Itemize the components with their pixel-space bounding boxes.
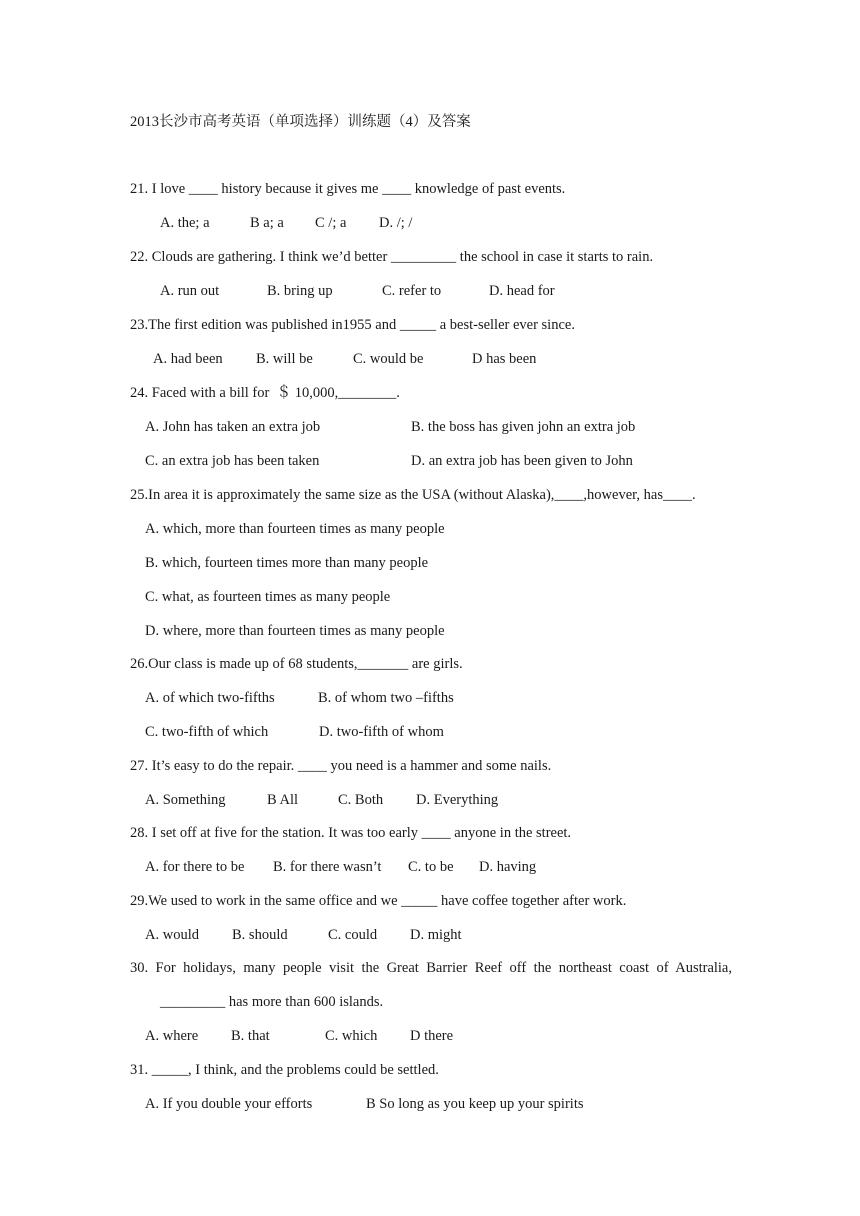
q22-option-c: C. refer to	[382, 283, 442, 299]
q24-option-a: A. John has taken an extra job	[145, 419, 321, 435]
q23-option-b: B. will be	[256, 351, 313, 367]
document-title: 2013长沙市高考英语（单项选择）训练题（4）及答案	[130, 114, 471, 130]
q21-option-a: A. the; a	[160, 215, 210, 231]
question-21: 21. I love ____ history because it gives me ____ knowledge of past events.	[130, 181, 566, 197]
q31-option-a: A. If you double your efforts	[145, 1096, 313, 1112]
q28-option-d: D. having	[479, 859, 537, 875]
q30-option-d: D there	[410, 1028, 454, 1044]
question-28: 28. I set off at five for the station. It was too early ____ anyone in the street.	[130, 825, 572, 841]
q24-option-c: C. an extra job has been taken	[145, 453, 320, 469]
q30-option-b: B. that	[231, 1028, 270, 1044]
q21-option-c: C /; a	[315, 215, 347, 231]
q30-option-a: A. where	[145, 1028, 199, 1044]
q27-option-d: D. Everything	[416, 792, 499, 808]
question-30: 30. For holidays, many people visit the Great Barrier Reef off the northeast coast of Australia,	[130, 960, 732, 976]
q30-option-c: C. which	[325, 1028, 378, 1044]
q21-option-b: B a; a	[250, 215, 284, 231]
q26-option-a: A. of which two-fifths	[145, 690, 275, 706]
q22-option-a: A. run out	[160, 283, 220, 299]
q27-option-b: B All	[267, 792, 299, 808]
q25-option-c: C. what, as fourteen times as many people	[145, 589, 391, 605]
q22-option-d: D. head for	[489, 283, 555, 299]
q29-option-d: D. might	[410, 927, 462, 943]
question-27: 27. It’s easy to do the repair. ____ you need is a hammer and some nails.	[130, 758, 552, 774]
q26-option-d: D. two-fifth of whom	[319, 724, 444, 740]
q28-option-b: B. for there wasn’t	[273, 859, 382, 875]
question-24: 24. Faced with a bill for ＄ 10,000,________.	[130, 385, 400, 401]
question-26: 26.Our class is made up of 68 students,_______ are girls.	[130, 656, 463, 672]
q28-option-a: A. for there to be	[145, 859, 245, 875]
q25-option-b: B. which, fourteen times more than many people	[145, 555, 429, 571]
question-25: 25.In area it is approximately the same size as the USA (without Alaska),____,however, has____.	[130, 487, 696, 503]
q29-option-b: B. should	[232, 927, 288, 943]
q29-option-a: A. would	[145, 927, 199, 943]
q27-option-c: C. Both	[338, 792, 384, 808]
q26-option-b: B. of whom two –fifths	[318, 690, 454, 706]
q21-option-d: D. /; /	[379, 215, 413, 231]
q26-option-c: C. two-fifth of which	[145, 724, 269, 740]
q29-option-c: C. could	[328, 927, 378, 943]
q27-option-a: A. Something	[145, 792, 226, 808]
question-30-continuation: _________ has more than 600 islands.	[160, 994, 384, 1010]
question-22: 22. Clouds are gathering. I think we’d better _________ the school in case it starts to rain.	[130, 249, 654, 265]
q24-option-d: D. an extra job has been given to John	[411, 453, 633, 469]
q24-option-b: B. the boss has given john an extra job	[411, 419, 636, 435]
q31-option-b: B So long as you keep up your spirits	[366, 1096, 584, 1112]
q23-option-c: C. would be	[353, 351, 424, 367]
q23-option-d: D has been	[472, 351, 537, 367]
question-23: 23.The first edition was published in1955 and _____ a best-seller ever since.	[130, 317, 575, 333]
q22-option-b: B. bring up	[267, 283, 333, 299]
q28-option-c: C. to be	[408, 859, 454, 875]
question-29: 29.We used to work in the same office and we _____ have coffee together after work.	[130, 893, 627, 909]
q25-option-d: D. where, more than fourteen times as many people	[145, 623, 445, 639]
q23-option-a: A. had been	[153, 351, 223, 367]
question-31: 31. _____, I think, and the problems could be settled.	[130, 1062, 439, 1078]
q25-option-a: A. which, more than fourteen times as many people	[145, 521, 445, 537]
